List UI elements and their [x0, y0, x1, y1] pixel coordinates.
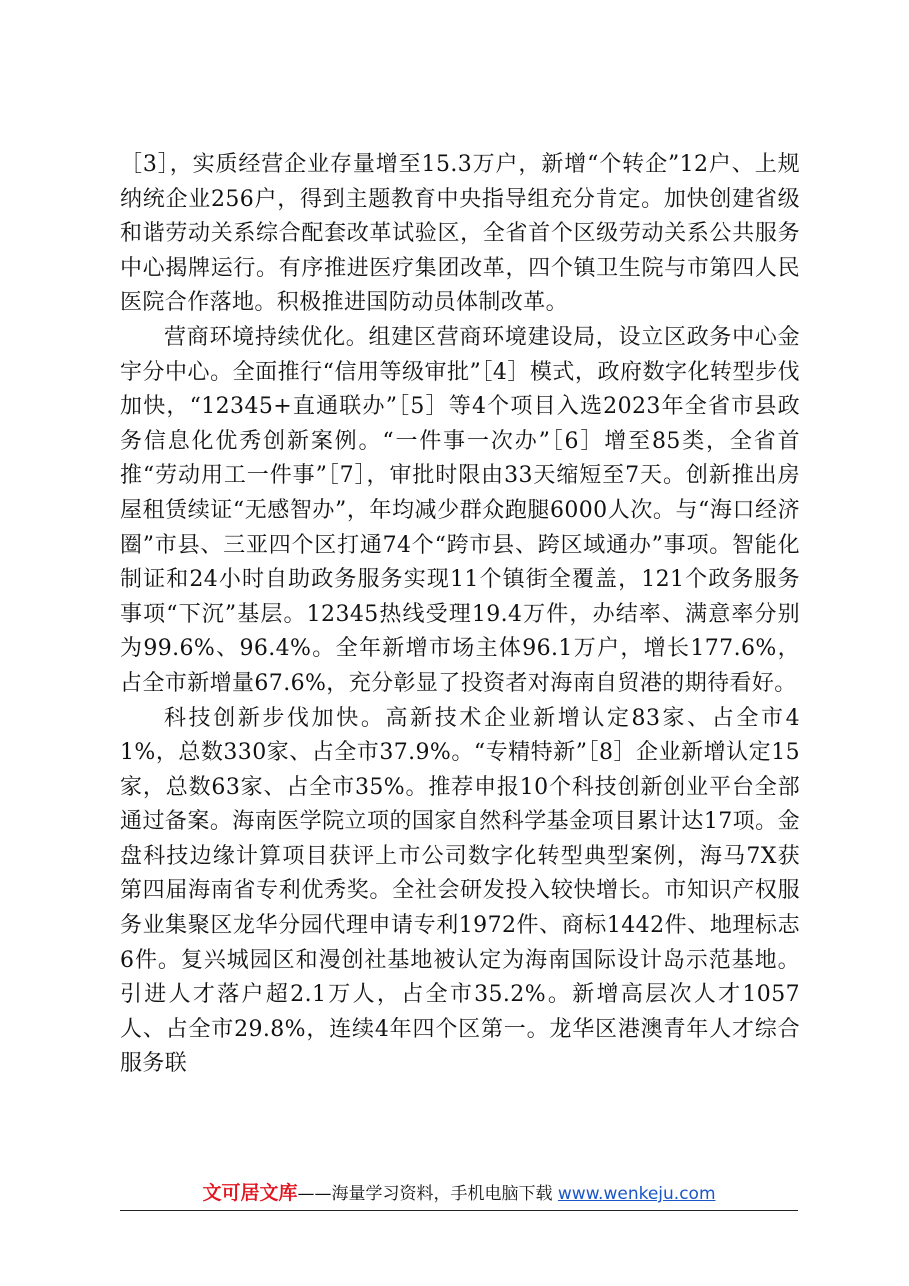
footer-tagline: ——海量学习资料，手机电脑下载 [297, 1184, 553, 1204]
page-footer [120, 1178, 798, 1214]
footer-brand: 文可居文库 [202, 1182, 298, 1204]
footer-line [120, 1178, 798, 1209]
paragraph-business-environment: 营商环境持续优化。组建区营商环境建设局，设立区政务中心金宇分中心。全面推行“信用等级审批”［4］模式，政府数字化转型步伐加快，“12345+直通联办”［5］等4个项目入选2023年全省市县政务信息化优秀创新案例。“一件事一次办”［6］增至85类，全省首推“劳动用工一件事”［7］，审批时限由33天缩短至7天。创新推出房屋租赁续证“无感智办”，年均减少群众跑腿6000人次。与“海口经济圈”市县、三亚四个区打通74个“跨市县、跨区域通办”事项。智能化制证和24小时自助政务服务实现11个镇街全覆盖，121个政务服务事项“下沉”基层。12345热线受理19.4万件，办结率、满意率分别为99.6%、96.4%。全年新增市场主体96.1万户，增长177.6%，占全市新增量67.6%，充分彰显了投资者对海南自贸港的期待看好。 [120, 324, 800, 696]
paragraph-tech-innovation: 科技创新步伐加快。高新技术企业新增认定83家、占全市41%，总数330家、占全市37.9%。“专精特新”［8］企业新增认定15家，总数63家、占全市35%。推荐申报10个科技创新创业平台全部通过备案。海南医学院立项的国家自然科学基金项目累计达17项。金盘科技边缘计算项目获评上市公司数字化转型典型案例，海马7X获第四届海南省专利优秀奖。全社会研发投入较快增长。市知识产权服务业集聚区龙华分园代理申请专利1972件、商标1442件、地理标志6件。复兴城园区和漫创社基地被认定为海南国际设计岛示范基地。引进人才落户超2.1万人，占全市35.2%。新增高层次人才1057人、占全市29.8%，连续4年四个区第一。龙华区港澳青年人才综合服务联 [120, 705, 800, 1077]
footer-website-link[interactable]: www.wenkeju.com [557, 1184, 716, 1204]
paragraph-continuation: ［3］，实质经营企业存量增至15.3万户，新增“个转企”12户、上规纳统企业256户，得到主题教育中央指导组充分肯定。加快创建省级和谐劳动关系综合配套改革试验区，全省首个区级劳动关系公共服务中心揭牌运行。有序推进医疗集团改革，四个镇卫生院与市第四人民医院合作落地。积极推进国防动员体制改革。 [120, 152, 800, 316]
footer-divider [120, 1210, 798, 1211]
document-body [120, 148, 800, 1082]
